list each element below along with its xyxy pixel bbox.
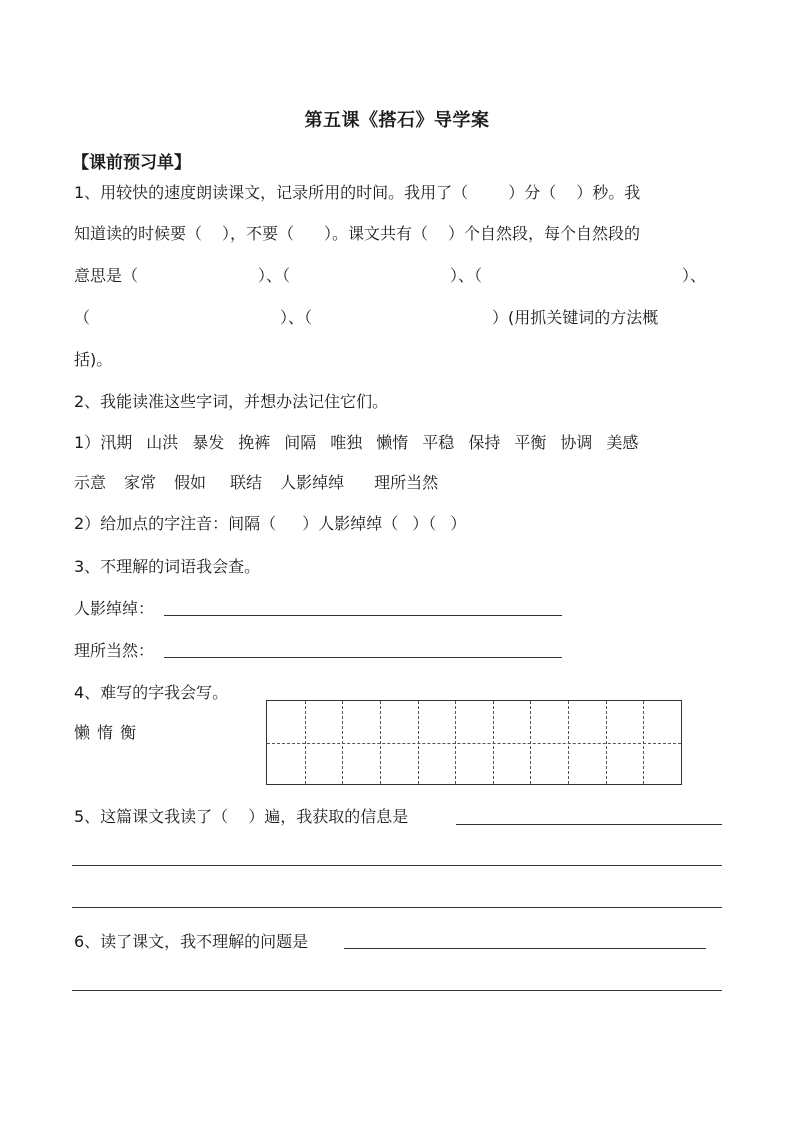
q1-line-3: 意思是（ ）、（ ）、（ ）、 xyxy=(74,266,707,285)
q1-line-4: （ ）、（ ）(用抓关键词的方法概 xyxy=(74,308,659,327)
q1-line-1: 1、用较快的速度朗读课文，记录所用的时间。我用了（ ）分（ ）秒。我 xyxy=(74,183,641,202)
q4-characters: 懒 惰 衡 xyxy=(74,723,138,742)
grid-divider xyxy=(530,701,531,784)
grid-divider xyxy=(568,701,569,784)
q6-answer-line-1[interactable] xyxy=(344,948,706,949)
q2-word-row-2: 示意 家常 假如 联结 人影绰绰 理所当然 xyxy=(74,473,439,492)
q6-answer-line-2[interactable] xyxy=(72,990,722,991)
grid-divider xyxy=(305,701,306,784)
q2-heading: 2、我能读准这些字词，并想办法记住它们。 xyxy=(74,392,389,411)
q3-term-1: 人影绰绰： xyxy=(74,599,155,618)
q5-answer-line-3[interactable] xyxy=(72,907,722,908)
grid-divider xyxy=(493,701,494,784)
q2-word-row-1: 1）汛期 山洪 暴发 挽裤 间隔 唯独 懒惰 平稳 保持 平衡 协调 美感 xyxy=(74,433,639,452)
q3-heading: 3、不理解的词语我会查。 xyxy=(74,557,261,576)
grid-midline xyxy=(267,743,681,744)
writing-grid[interactable] xyxy=(266,700,682,785)
q2-pinyin-line: 2）给加点的字注音：间隔（ ）人影绰绰（ ）（ ） xyxy=(74,514,467,533)
q2-row1-label: 1） xyxy=(74,433,101,452)
q1-line-5: 括)。 xyxy=(74,350,113,369)
section-heading: 【课前预习单】 xyxy=(72,153,191,173)
q1-line-2: 知道读的时候要（ ），不要（ ）。课文共有（ ）个自然段，每个自然段的 xyxy=(74,224,641,243)
q5-answer-line-2[interactable] xyxy=(72,865,722,866)
q3-term-2-answer-line[interactable] xyxy=(164,657,562,658)
q3-term-2: 理所当然： xyxy=(74,641,155,660)
grid-divider xyxy=(606,701,607,784)
grid-divider xyxy=(643,701,644,784)
grid-divider xyxy=(455,701,456,784)
grid-divider xyxy=(380,701,381,784)
grid-divider xyxy=(342,701,343,784)
page-title: 第五课《搭石》导学案 xyxy=(304,110,490,131)
q5-line: 5、这篇课文我读了（ ）遍，我获取的信息是 xyxy=(74,807,409,826)
q5-answer-line-1[interactable] xyxy=(456,824,722,825)
grid-divider xyxy=(418,701,419,784)
q3-term-1-answer-line[interactable] xyxy=(164,615,562,616)
q4-heading: 4、难写的字我会写。 xyxy=(74,683,229,702)
q6-line: 6、读了课文，我不理解的问题是 xyxy=(74,932,309,951)
